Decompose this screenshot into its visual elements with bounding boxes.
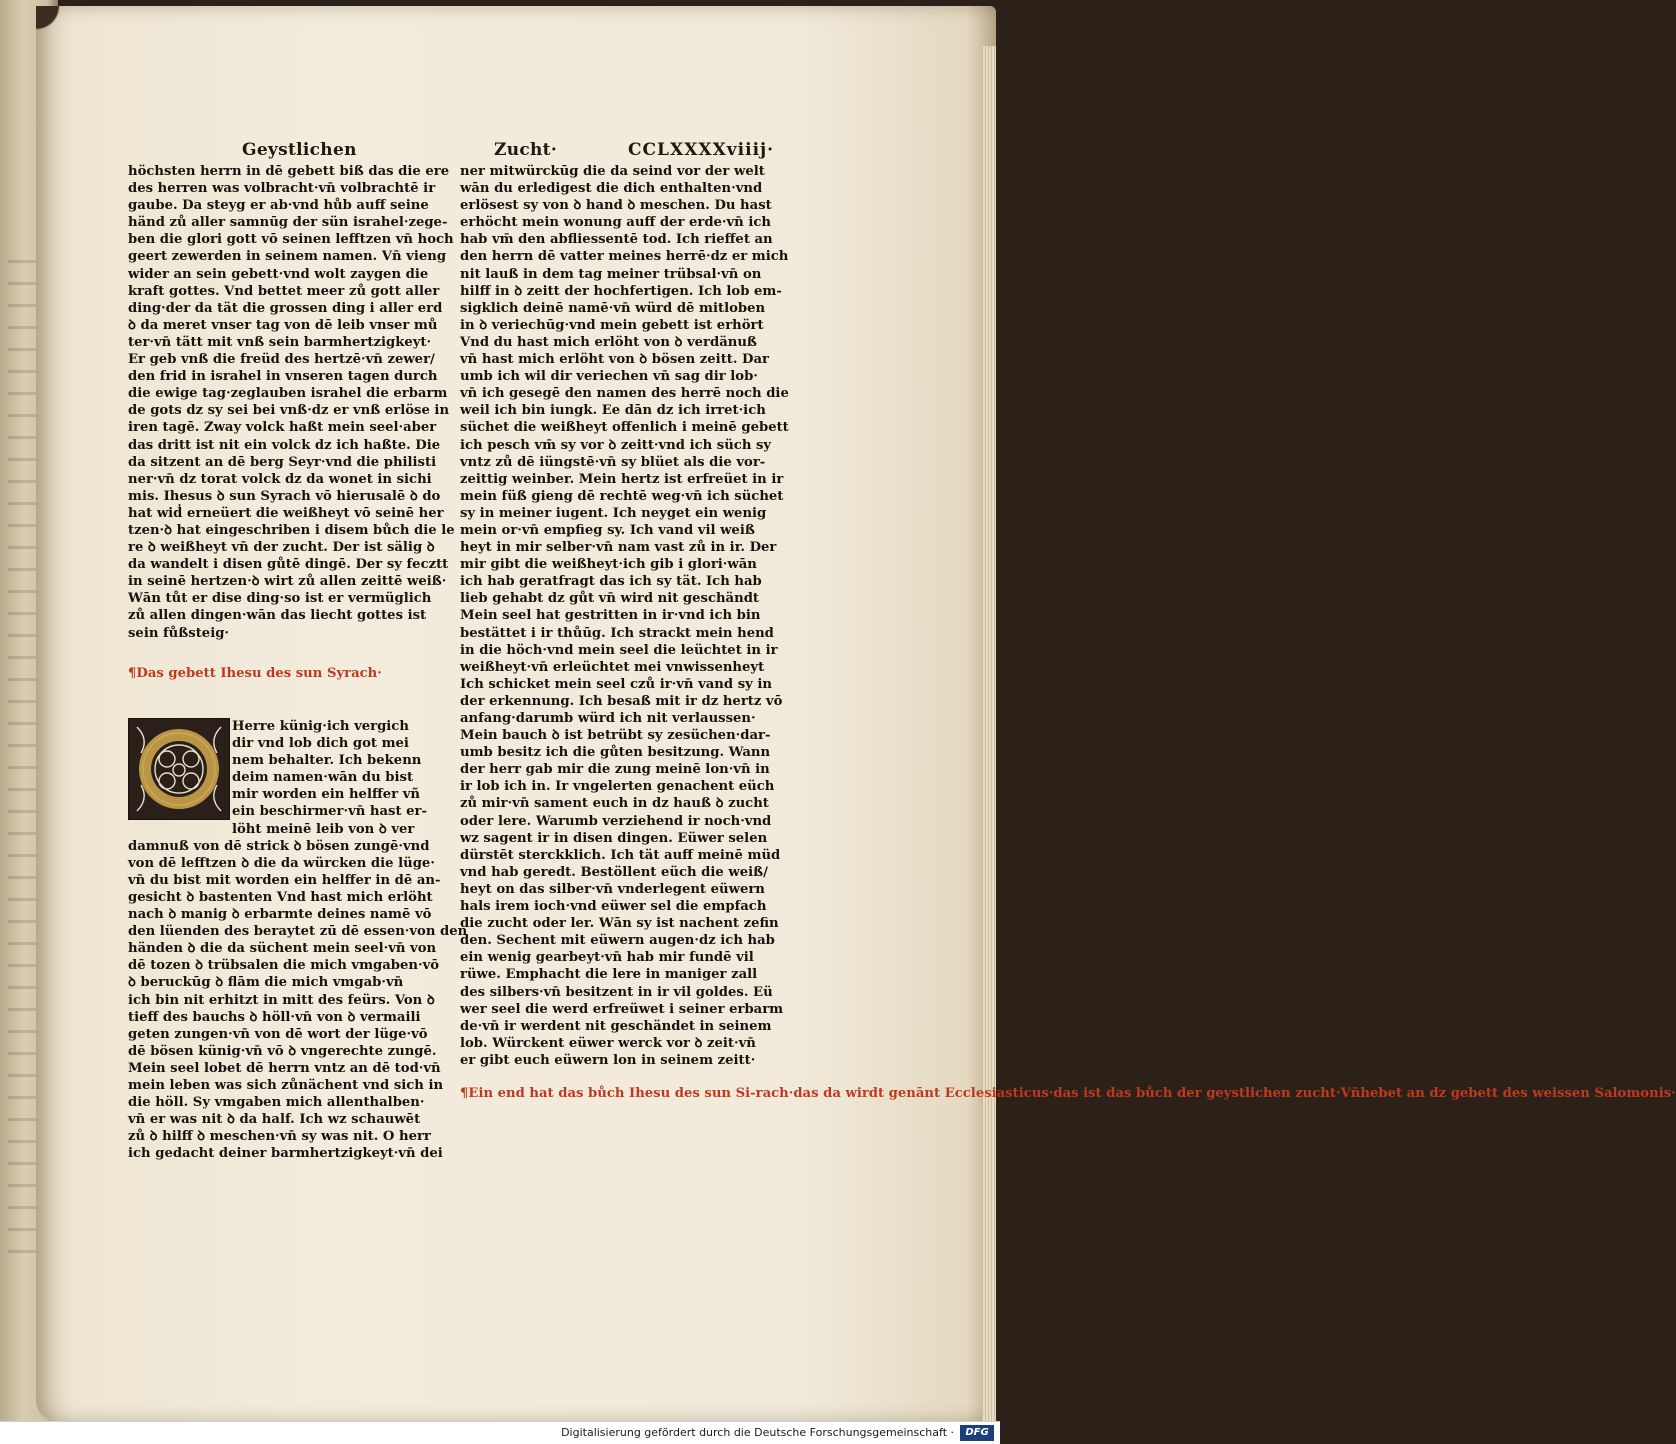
text-line: sy in meiner iugent. Ich neyget ein wenig <box>460 505 767 521</box>
text-line: Mein seel hat gestritten in ir·vnd ich bin <box>460 608 761 624</box>
text-line: vntz zů dē iüngstē·vn̄ sy blüet als die vor- <box>460 454 766 470</box>
dfg-logo-icon: DFG <box>960 1425 994 1441</box>
text-line: ter·vn̄ tätt mit vnß sein barmhertzigkeyt· <box>128 334 432 350</box>
text-line: oder lere. Warumb verziehend ir noch·vnd <box>460 813 772 829</box>
text-line: zeittig weinber. Mein hertz ist erfreüet in ir <box>460 471 784 487</box>
right-rubric-colophon <box>460 1085 1676 1102</box>
text-line: mein or·vn̄ empfieg sy. Ich vand vil weiß <box>460 522 755 538</box>
text-line: den herrn dē vatter meines herrē·dz er mich <box>460 249 789 265</box>
text-line: mis. Ihesus ꝺ sun Syrach vō hierusalē ꝺ do <box>128 488 441 504</box>
text-line: löht meinē leib von ꝺ ver <box>232 821 415 837</box>
text-line: ir lob ich in. Ir vngelerten genachent eüch <box>460 779 775 795</box>
text-line: die höll. Sy vmgaben mich allenthalben· <box>128 1095 425 1111</box>
text-line: Ich schicket mein seel czů ir·vn̄ vand sy in <box>460 676 772 692</box>
text-line: Mein bauch ꝺ ist betrübt sy zesüchen·dar- <box>460 728 771 744</box>
text-line: ich gedacht deiner barmhertzigkeyt·vn̄ dei <box>128 1146 443 1162</box>
text-line: zů mir·vn̄ sament euch in dz hauß ꝺ zucht <box>460 796 769 812</box>
text-line: de·vn̄ ir werdent nit geschändet in seinem <box>460 1018 772 1034</box>
text-line: in die höch·vnd mein seel die leüchtet in ir <box>460 642 778 658</box>
text-line: das ist das bůch der geystlichen zucht·Vn̄ <box>1053 1086 1361 1101</box>
text-line: wider an sein gebett·vnd wolt zaygen die <box>128 266 429 282</box>
text-line: Mein seel lobet dē herrn vntz an dē tod·vn̄ <box>128 1060 441 1076</box>
text-line: mir worden ein helffer vñ <box>232 787 420 803</box>
text-line: nem behalter. Ich bekenn <box>232 753 422 769</box>
text-line: gaube. Da steyg er ab·vnd hůb auff seine <box>128 198 429 214</box>
text-line: Er geb vnß die freüd des hertzē·vn̄ zewer/ <box>128 352 435 368</box>
text-line: nit lauß in dem tag meiner trübsal·vn̄ on <box>460 266 762 282</box>
text-line: zů allen dingen·wān das liecht gottes ist <box>128 608 427 624</box>
footer-bar <box>0 1421 1000 1444</box>
page-corner-shadow <box>36 6 86 46</box>
text-line: hebet an dz gebett des weissen Salomonis· <box>1360 1086 1676 1101</box>
text-line: umb ich wil dir veriechen vn̄ sag dir lob· <box>460 369 758 385</box>
footer-credit: Digitalisierung gefördert durch die Deutsche Forschungsgemeinschaft · <box>561 1426 954 1439</box>
text-line: den. Sechent mit eüwern augen·dz ich hab <box>460 933 775 949</box>
text-line: des herren was volbracht·vn̄ volbrachtē ir <box>128 181 436 197</box>
running-head-left: Geystlichen <box>242 140 357 160</box>
text-line: in ꝺ veriechūg·vnd mein gebett ist erhört <box>460 317 764 333</box>
text-line: sein fůßsteig· <box>128 625 230 641</box>
text-line: Vnd du hast mich erlöht von ꝺ verdänuß <box>460 334 757 350</box>
text-line: in seinē hertzen·ꝺ wirt zů allen zeittē weiß· <box>128 574 447 590</box>
text-line: hab vm̄ den abfliessentē tod. Ich rieffet an <box>460 232 773 248</box>
text-line: vn̄ du bist mit worden ein helffer in dē an- <box>128 872 441 888</box>
text-line: den lüenden des beraytet zū dē essen·von den <box>128 924 468 940</box>
text-line: weil ich bin iungk. Ee dān dz ich irret·ich <box>460 403 766 419</box>
text-line: ¶Ein end hat das bůch Ihesu des sun Si- <box>460 1086 756 1101</box>
text-line: wān du erledigest die dich enthalten·vnd <box>460 181 763 197</box>
text-line: vn̄ er was nit ꝺ da half. Ich wz schauwēt <box>128 1112 421 1128</box>
left-column-bottom-text <box>128 718 468 1162</box>
text-line: ꝺ da meret vnser tag von dē leib vnser mů <box>128 317 438 333</box>
text-line: mir gibt die weißheyt·ich gib i glori·wān <box>460 557 757 573</box>
text-line: händen ꝺ die da süchent mein seel·vn̄ von <box>128 941 437 957</box>
text-line: ich bin nit erhitzt in mitt des feürs. Von ꝺ <box>128 992 435 1008</box>
text-line: da sitzent an dē berg Seyr·vnd die philisti <box>128 454 437 470</box>
text-line: rüwe. Emphacht die lere in maniger zall <box>460 967 758 983</box>
text-line: bestättet i ir thůūg. Ich strackt mein hend <box>460 625 774 641</box>
text-line: umb besitz ich die gůten besitzung. Wann <box>460 745 771 761</box>
text-line: Herre künig·ich vergich <box>232 719 409 734</box>
text-line: ꝺ beruckūg ꝺ flām die mich vmgab·vn̄ <box>128 975 404 991</box>
text-line: dürstēt sterckklich. Ich tät auff meinē müd <box>460 847 781 863</box>
page-fore-edge <box>982 46 996 1426</box>
text-line: tieff des bauchs ꝺ höll·vn̄ von ꝺ vermaili <box>128 1009 421 1025</box>
text-line: damnuß von dē strick ꝺ bösen zungē·vnd <box>128 838 430 854</box>
text-line: höchsten herrn in dē gebett biß das die ere <box>128 164 450 179</box>
text-line: süchet die weißheyt offenlich i meinē gebett <box>460 420 789 436</box>
text-line: geten zungen·vn̄ von dē wort der lüge·vō <box>128 1026 428 1042</box>
text-line: iren tagē. Zway volck haßt mein seel·aber <box>128 420 437 436</box>
text-line: weißheyt·vn̄ erleüchtet mei vnwissenheyt <box>460 659 765 675</box>
right-column-text <box>460 163 789 1069</box>
folio-number: CCLXXXXviiij· <box>628 140 775 160</box>
text-line: wz sagent ir in disen dingen. Eüwer selen <box>460 830 768 846</box>
text-line: hilff in ꝺ zeitt der hochfertigen. Ich lob em- <box>460 283 782 299</box>
text-line: ner·vn̄ dz torat volck dz da wonet in sichi <box>128 471 432 487</box>
text-line: lob. Würckent eüwer werck vor ꝺ zeit·vn̄ <box>460 1035 756 1051</box>
text-line: da wandelt i disen gůtē dingē. Der sy fecztt <box>128 557 449 573</box>
text-line: lieb gehabt dz gůt vn̄ wird nit geschändt <box>460 591 760 607</box>
text-line: ding·der da tät die grossen ding i aller erd <box>128 300 443 316</box>
running-head-middle: Zucht· <box>494 140 558 160</box>
text-line: de gots dz sy sei bei vnß·dz er vnß erlöse in <box>128 403 450 419</box>
text-line: mein füß gieng dē rechtē weg·vn̄ ich süchet <box>460 488 784 504</box>
text-line: vn̄ hast mich erlöht von ꝺ bösen zeitt. Dar <box>460 352 769 368</box>
text-line: der herr gab mir die zung meinē lon·vn̄ in <box>460 762 770 778</box>
text-line: gesicht ꝺ bastenten Vnd hast mich erlöht <box>128 889 433 905</box>
left-column-top-text <box>128 163 455 642</box>
text-line: re ꝺ weißheyt vn̄ der zucht. Der ist sälig ꝺ <box>128 540 435 556</box>
text-line: die ewige tag·zeglauben israhel die erbarm <box>128 386 448 402</box>
text-line: anfang·darumb würd ich nit verlaussen· <box>460 711 756 726</box>
text-line: zů ꝺ hilff ꝺ meschen·vn̄ sy was nit. O herr <box>128 1129 431 1145</box>
left-rubric-heading: ¶Das gebett Ihesu des sun Syrach· <box>128 666 382 681</box>
text-line: ben die glori gott vō seinen lefftzen vn̄ hoch <box>128 232 454 248</box>
text-line: ner mitwürckūg die da seind vor der welt <box>460 164 765 179</box>
text-line: ein wenig gearbeyt·vn̄ hab mir fundē vil <box>460 950 754 966</box>
text-line: das dritt ist nit ein volck dz ich haßte. Die <box>128 437 441 453</box>
text-line: kraft gottes. Vnd bettet meer zů gott aller <box>128 283 440 299</box>
text-line: nach ꝺ manig ꝺ erbarmte deines namē vō <box>128 907 432 923</box>
text-line: heyt on das silber·vn̄ vnderlegent eüwern <box>460 881 765 897</box>
text-line: den frid in israhel in vnseren tagen durch <box>128 369 438 385</box>
text-line: dē bösen künig·vn̄ vō ꝺ vngerechte zungē. <box>128 1043 437 1059</box>
text-line: dir vnd lob dich got mei <box>232 736 409 752</box>
text-line: des silbers·vn̄ besitzent in ir vil goldes. Eü <box>460 984 773 1000</box>
text-line: von dē lefftzen ꝺ die da würcken die lüge· <box>128 855 435 871</box>
text-line: erlösest sy von ꝺ hand ꝺ meschen. Du hast <box>460 198 772 214</box>
text-line: deim namen·wān du bist <box>232 770 414 786</box>
text-line: geert zewerden in seinem namen. Vn̄ vieng <box>128 249 447 265</box>
text-line: vnd hab geredt. Bestöllent eüch die weiß/ <box>460 864 768 880</box>
text-line: hat wid̓ erneüert die weißheyt vō seinē her <box>128 505 444 521</box>
text-line: Wān tůt er dise ding·so ist er vermüglich <box>128 591 432 607</box>
text-line: dē tozen ꝺ trübsalen die mich vmgaben·vō <box>128 958 440 974</box>
text-line: tzen·ꝺ hat eingeschriben i disem bůch die le <box>128 522 455 538</box>
text-line: mein leben was sich zůnächent vnd sich in <box>128 1077 444 1093</box>
text-line: die zucht oder ler. Wān sy ist nachent zefin <box>460 916 779 932</box>
text-line: ich pesch vm̄ sy vor ꝺ zeitt·vnd ich süch sy <box>460 437 772 453</box>
text-line: vn̄ ich gesegē den namen des herrē noch die <box>460 386 789 402</box>
text-line: händ zů aller samnūg der sün israhel·zege- <box>128 215 448 231</box>
text-line: ein beschirmer·vn̄ hast er- <box>232 804 427 820</box>
text-line: sigklich deinē namē·vn̄ würd dē mitloben <box>460 300 766 316</box>
text-line: erhöcht mein wonung auff der erde·vn̄ ich <box>460 215 771 231</box>
text-line: heyt in mir selber·vn̄ nam vast zů in ir. Der <box>460 540 777 556</box>
text-line: ich hab geratfragt das ich sy tät. Ich hab <box>460 574 762 590</box>
text-line: hals irem ioch·vnd eüwer sel die empfach <box>460 899 767 915</box>
text-line: wer seel die werd erfreüwet i seiner erbarm <box>460 1001 784 1017</box>
text-line: er gibt euch eüwern lon in seinem zeitt· <box>460 1052 756 1068</box>
text-line: der erkennung. Ich besaß mit ir dz hertz vō <box>460 693 783 709</box>
text-line: rach·das da wirdt genānt Ecclesiasticus· <box>755 1086 1054 1101</box>
